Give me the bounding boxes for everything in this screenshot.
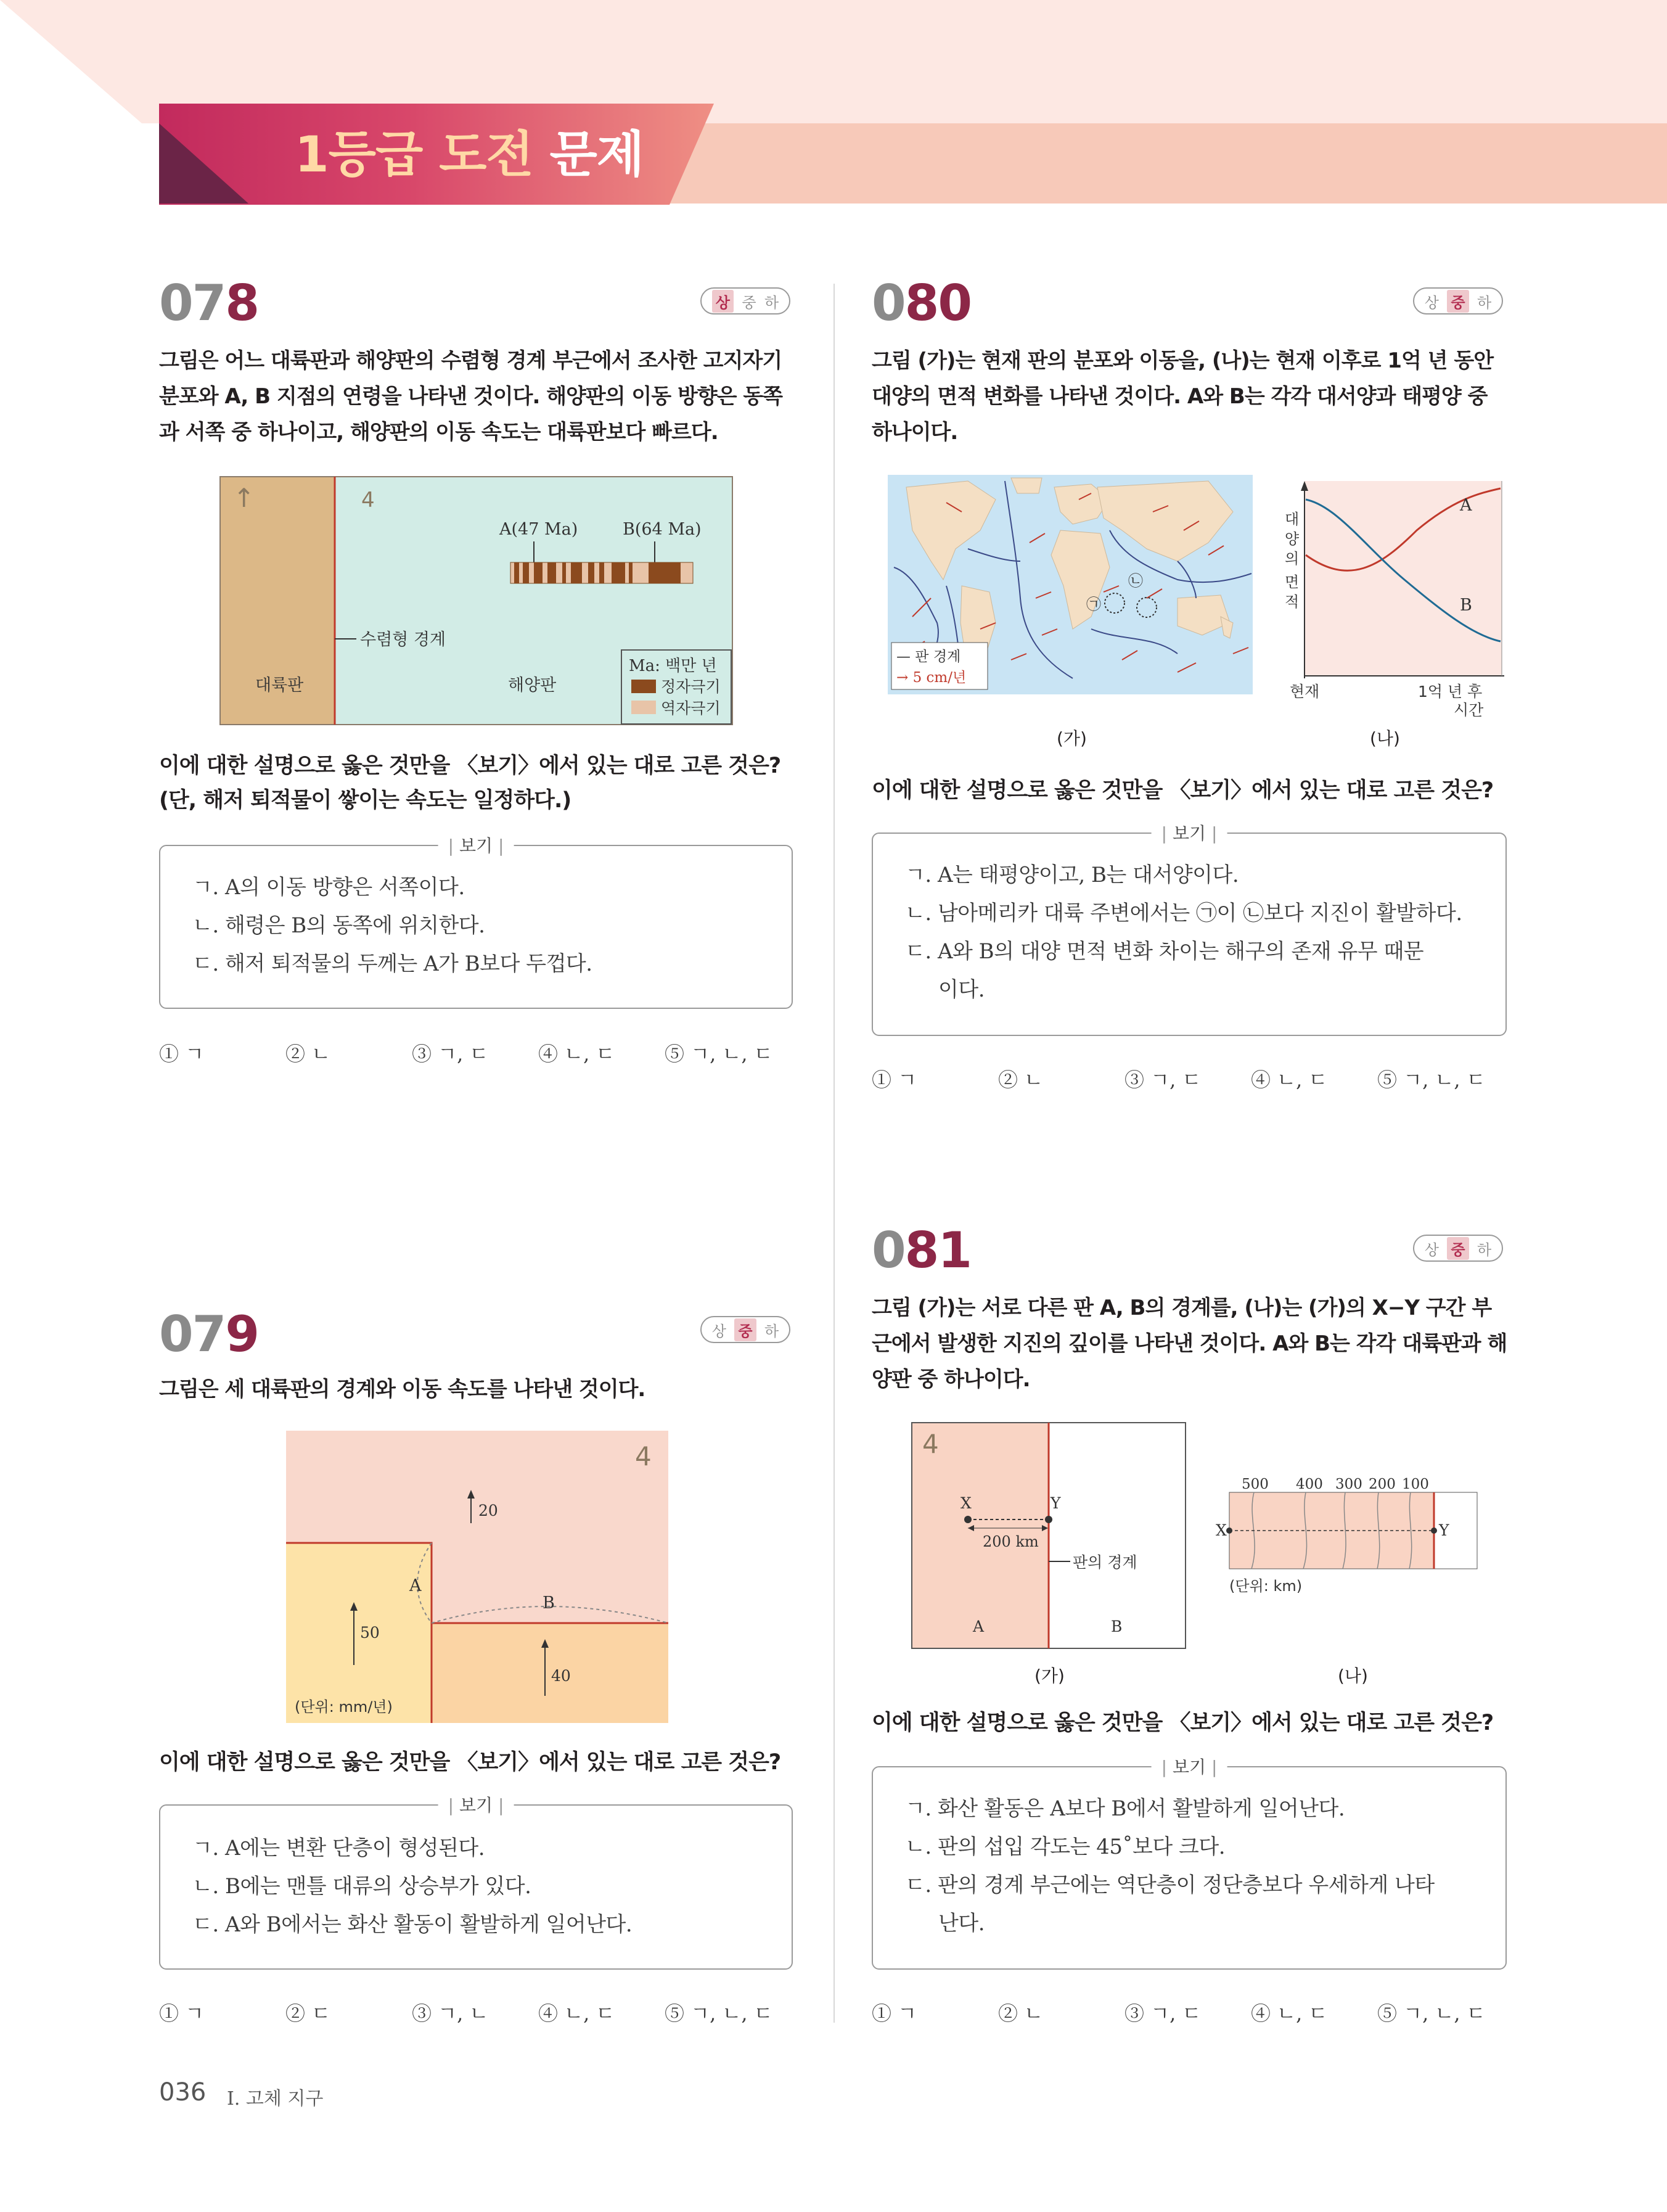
boundary-label: 판의 경계 bbox=[1073, 1553, 1137, 1571]
label-a: A(47 Ma) bbox=[499, 520, 578, 539]
bogi-item: ㄷ. A와 B의 대양 면적 변화 차이는 해구의 존재 유무 때문 bbox=[905, 939, 1424, 964]
figure-078 bbox=[219, 476, 734, 726]
depth-100: 100 bbox=[1402, 1476, 1429, 1492]
svg-text:4: 4 bbox=[635, 1441, 652, 1471]
difficulty-badge bbox=[1413, 287, 1503, 315]
boundary-label: 수렴형 경계 bbox=[360, 630, 446, 649]
difficulty-high: 상 bbox=[1424, 294, 1439, 311]
choice-1[interactable]: ① ㄱ bbox=[872, 1068, 917, 1092]
y-axis-label bbox=[1285, 511, 1300, 611]
legend-speed: → 5 cm/년 bbox=[896, 670, 967, 686]
choice-1[interactable]: ① ㄱ bbox=[159, 1042, 205, 1066]
figure-080-map bbox=[888, 475, 1253, 694]
speed-50: 50 bbox=[360, 1624, 380, 1642]
difficulty-high: 상 bbox=[711, 1322, 726, 1340]
choice-4[interactable]: ④ ㄴ, ㄷ bbox=[538, 1042, 615, 1066]
question-text: 이에 대한 설명으로 옳은 것만을 〈보기〉에서 있는 대로 고른 것은? bbox=[872, 1711, 1494, 1735]
difficulty-high: 상 bbox=[1424, 1241, 1439, 1259]
svg-text:의: 의 bbox=[1285, 550, 1300, 567]
bogi-item: ㄱ. A는 태평양이고, B는 대서양이다. bbox=[905, 863, 1239, 887]
x-start: 현재 bbox=[1290, 683, 1320, 701]
problem-stem: 그림은 세 대륙판의 경계와 이동 속도를 나타낸 것이다. bbox=[159, 1377, 645, 1402]
label-y: Y bbox=[1439, 1521, 1449, 1539]
caption-a: (가) bbox=[1057, 728, 1087, 749]
svg-text:4: 4 bbox=[922, 1429, 939, 1459]
number-prefix: 07 bbox=[159, 1305, 226, 1363]
choice-1[interactable]: ① ㄱ bbox=[159, 2002, 205, 2025]
figure-080-graph bbox=[1275, 475, 1534, 722]
bogi-item: ㄱ. A에는 변환 단층이 형성된다. bbox=[192, 1836, 485, 1860]
bogi-label: | 보기 | bbox=[438, 833, 514, 857]
legend-title: Ma: 백만 년 bbox=[629, 657, 717, 675]
bogi-item: ㄱ. A의 이동 방향은 서쪽이다. bbox=[192, 875, 465, 900]
number-suffix: 9 bbox=[225, 1305, 258, 1363]
choice-3[interactable]: ③ ㄱ, ㄷ bbox=[412, 1042, 489, 1066]
label-x: X bbox=[1216, 1521, 1227, 1539]
number-prefix: 0 bbox=[872, 274, 905, 332]
page-number: 036 bbox=[159, 2078, 207, 2107]
bogi-label: | 보기 | bbox=[438, 1792, 514, 1817]
svg-text:양: 양 bbox=[1285, 530, 1300, 548]
section-label bbox=[227, 2083, 323, 2110]
plate-b-label: B bbox=[1111, 1618, 1123, 1635]
distance-label: 200 km bbox=[983, 1533, 1039, 1550]
bogi-box bbox=[872, 1757, 1507, 1970]
figure-081-map bbox=[911, 1422, 1187, 1650]
bogi-item: 이다. bbox=[938, 977, 985, 1002]
caption-a: (가) bbox=[1034, 1666, 1065, 1686]
choice-5[interactable]: ⑤ ㄱ, ㄴ, ㄷ bbox=[1377, 2002, 1486, 2025]
depth-400: 400 bbox=[1296, 1476, 1323, 1492]
north-marker: ↑ bbox=[233, 483, 255, 513]
bogi-item: ㄴ. B에는 맨틀 대류의 상승부가 있다. bbox=[192, 1874, 531, 1899]
difficulty-mid: 중 bbox=[1447, 290, 1468, 313]
unit-label: (단위: km) bbox=[1229, 1577, 1303, 1595]
plate-a-label: A bbox=[973, 1618, 985, 1635]
bogi-item: ㄴ. 해령은 B의 동쪽에 위치한다. bbox=[192, 913, 485, 938]
section-roman: I. bbox=[227, 2088, 240, 2110]
bogi-box bbox=[159, 1795, 793, 1970]
choice-2[interactable]: ② ㄴ bbox=[998, 1068, 1044, 1092]
difficulty-high: 상 bbox=[712, 290, 734, 313]
problem-stem: 그림은 어느 대륙판과 해양판의 수렴형 경계 부근에서 조사한 고지자기 분포와 A, B 지점의 연령을 나타낸 것이다. 해양판의 이동 방향은 동쪽과 서쪽 중 하나이고, 해양판의 이동 속도는 대륙판보다 빠르다. bbox=[159, 348, 783, 445]
choice-3[interactable]: ③ ㄱ, ㄴ bbox=[412, 2002, 489, 2025]
svg-text:4: 4 bbox=[361, 488, 375, 512]
x-end: 1억 년 후 bbox=[1418, 683, 1483, 701]
problem-number-080 bbox=[872, 274, 971, 332]
label-b: B bbox=[543, 1593, 555, 1613]
difficulty-badge bbox=[700, 1316, 790, 1343]
series-b-label: B bbox=[1460, 596, 1472, 615]
label-b: B(64 Ma) bbox=[623, 520, 702, 539]
bogi-item: ㄷ. A와 B에서는 화산 활동이 활발하게 일어난다. bbox=[192, 1912, 633, 1937]
bogi-item: 난다. bbox=[938, 1911, 985, 1936]
question-text: 이에 대한 설명으로 옳은 것만을 〈보기〉에서 있는 대로 고른 것은? bbox=[872, 778, 1494, 803]
label-x: X bbox=[960, 1494, 972, 1512]
difficulty-mid: 중 bbox=[742, 294, 756, 311]
number-suffix: 8 bbox=[225, 274, 258, 332]
answer-choices bbox=[159, 1998, 791, 2026]
choice-2[interactable]: ② ㄴ bbox=[998, 2002, 1044, 2025]
caption-b: (나) bbox=[1370, 728, 1400, 749]
svg-text:대: 대 bbox=[1285, 511, 1300, 528]
problem-number-081 bbox=[872, 1222, 971, 1279]
bogi-item: ㄱ. 화산 활동은 A보다 B에서 활발하게 일어난다. bbox=[905, 1796, 1345, 1821]
difficulty-low: 하 bbox=[1477, 294, 1492, 311]
section-name: 고체 지구 bbox=[240, 2088, 324, 2110]
legend-normal: 정자극기 bbox=[661, 678, 721, 696]
marker-2: ㉡ bbox=[1128, 572, 1143, 590]
problem-number-078 bbox=[159, 274, 258, 332]
choice-3[interactable]: ③ ㄱ, ㄷ bbox=[1124, 1068, 1202, 1092]
marker-1: ㉠ bbox=[1086, 596, 1101, 613]
bogi-label: | 보기 | bbox=[1152, 820, 1227, 845]
continental-label: 대륙판 bbox=[255, 676, 304, 695]
choice-5[interactable]: ⑤ ㄱ, ㄴ, ㄷ bbox=[665, 2002, 773, 2025]
legend-boundary: — 판 경계 bbox=[896, 649, 961, 665]
svg-text:면: 면 bbox=[1285, 574, 1300, 591]
difficulty-mid: 중 bbox=[734, 1318, 756, 1341]
bogi-item: ㄴ. 판의 섭입 각도는 45˚보다 크다. bbox=[905, 1835, 1226, 1859]
choice-2[interactable]: ② ㄷ bbox=[285, 2002, 331, 2025]
legend-reverse: 역자극기 bbox=[661, 699, 721, 717]
number-prefix: 07 bbox=[159, 274, 226, 332]
difficulty-low: 하 bbox=[1477, 1241, 1492, 1259]
problem-stem: 그림 (가)는 서로 다른 판 A, B의 경계를, (나)는 (가)의 X−Y 구간 부근에서 발생한 지진의 깊이를 나타낸 것이다. A와 B는 각각 대륙판과 해양판 중 하나이다. bbox=[872, 1296, 1507, 1392]
speed-40: 40 bbox=[551, 1667, 571, 1685]
answer-choices bbox=[159, 1038, 791, 1067]
label-a: A bbox=[409, 1576, 422, 1595]
choice-5[interactable]: ⑤ ㄱ, ㄴ, ㄷ bbox=[665, 1042, 773, 1066]
difficulty-badge bbox=[700, 287, 790, 315]
depth-300: 300 bbox=[1335, 1476, 1362, 1492]
depth-200: 200 bbox=[1369, 1476, 1396, 1492]
choice-4[interactable]: ④ ㄴ, ㄷ bbox=[1251, 1068, 1328, 1092]
label-y: Y bbox=[1051, 1494, 1061, 1512]
speed-20: 20 bbox=[478, 1502, 498, 1519]
title-main: 문제 bbox=[533, 126, 644, 183]
difficulty-badge bbox=[1413, 1235, 1503, 1262]
problem-number-079 bbox=[159, 1305, 258, 1363]
column-divider bbox=[834, 284, 835, 2023]
number-prefix: 0 bbox=[872, 1222, 905, 1279]
series-a-label: A bbox=[1460, 496, 1472, 515]
problem-stem: 그림 (가)는 현재 판의 분포와 이동을, (나)는 현재 이후로 1억 년 동안 대양의 면적 변화를 나타낸 것이다. A와 B는 각각 대서양과 태평양 중 하나이다. bbox=[872, 348, 1494, 445]
page-title bbox=[295, 115, 644, 186]
depth-500: 500 bbox=[1242, 1476, 1269, 1492]
choice-5[interactable]: ⑤ ㄱ, ㄴ, ㄷ bbox=[1377, 1068, 1486, 1092]
title-accent: 1등급 도전 bbox=[295, 126, 533, 183]
difficulty-low: 하 bbox=[764, 1322, 779, 1340]
figure-081-depth bbox=[1211, 1468, 1488, 1603]
choice-4[interactable]: ④ ㄴ, ㄷ bbox=[538, 2002, 615, 2025]
bogi-item: ㄷ. 판의 경계 부근에는 역단층이 정단층보다 우세하게 나타 bbox=[905, 1873, 1435, 1897]
unit-label: (단위: mm/년) bbox=[295, 1698, 393, 1716]
answer-choices bbox=[872, 1064, 1504, 1093]
caption-b: (나) bbox=[1338, 1666, 1368, 1686]
choice-3[interactable]: ③ ㄱ, ㄷ bbox=[1124, 2002, 1202, 2025]
difficulty-low: 하 bbox=[764, 294, 779, 311]
figure-079 bbox=[286, 1431, 668, 1723]
svg-text:적: 적 bbox=[1285, 593, 1300, 611]
choice-2[interactable]: ② ㄴ bbox=[285, 1042, 331, 1066]
difficulty-mid: 중 bbox=[1447, 1237, 1468, 1260]
answer-choices bbox=[872, 1998, 1504, 2026]
choice-4[interactable]: ④ ㄴ, ㄷ bbox=[1251, 2002, 1328, 2025]
choice-1[interactable]: ① ㄱ bbox=[872, 2002, 917, 2025]
bogi-item: ㄴ. 남아메리카 대륙 주변에서는 ㉠이 ㉡보다 지진이 활발하다. bbox=[905, 901, 1462, 926]
x-title: 시간 bbox=[1454, 701, 1484, 719]
oceanic-label: 해양판 bbox=[508, 676, 557, 695]
number-suffix: 81 bbox=[904, 1222, 971, 1279]
bogi-box bbox=[872, 823, 1507, 1036]
bogi-item: ㄷ. 해저 퇴적물의 두께는 A가 B보다 두껍다. bbox=[192, 952, 592, 976]
bogi-label: | 보기 | bbox=[1152, 1754, 1227, 1778]
depth-labels bbox=[1242, 1476, 1429, 1492]
number-suffix: 80 bbox=[904, 274, 971, 332]
question-text: 이에 대한 설명으로 옳은 것만을 〈보기〉에서 있는 대로 고른 것은? bbox=[159, 1750, 781, 1775]
question-text: 이에 대한 설명으로 옳은 것만을 〈보기〉에서 있는 대로 고른 것은? (단, 해저 퇴적물이 쌓이는 속도는 일정하다.) bbox=[159, 754, 781, 813]
bogi-box bbox=[159, 836, 793, 1009]
